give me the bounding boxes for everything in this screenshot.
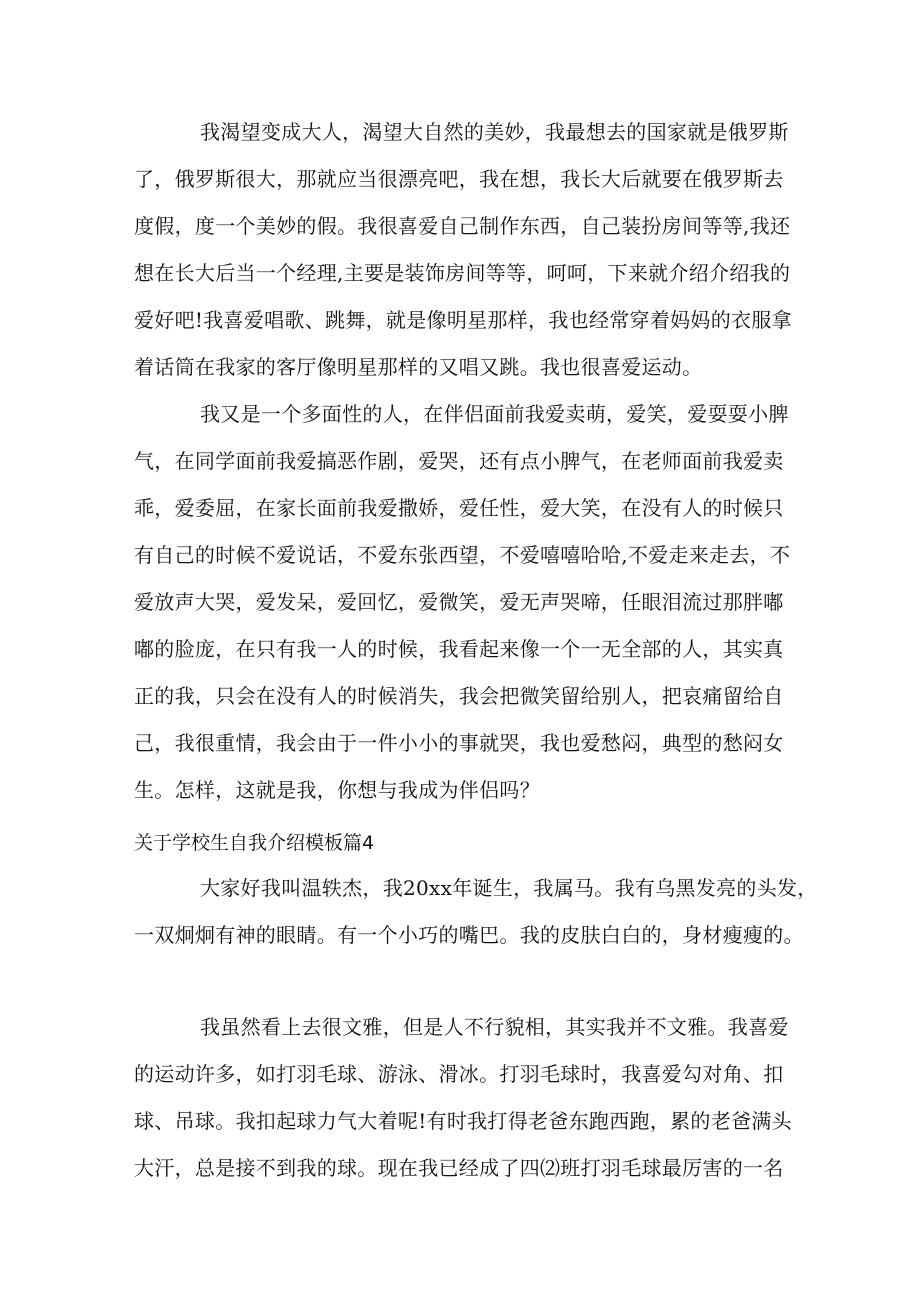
- paragraph-line: 己，我很重情，我会由于一件小小的事就哭，我也爱愁闷，典型的愁闷女: [134, 731, 784, 755]
- paragraph-line: 有自己的时候不爱说话，不爱东张西望，不爱嘻嘻哈哈,不爱走来走去，不: [134, 543, 791, 567]
- paragraph-line: 生。怎样，这就是我，你想与我成为伴侣吗？: [134, 778, 540, 802]
- paragraph-line: 嘟的脸庞，在只有我一人的时候，我看起来像一个一无全部的人，其实真: [134, 637, 784, 661]
- paragraph-line: 爱放声大哭，爱发呆，爱回忆，爱微笑，爱无声哭啼，任眼泪流过那胖嘟: [134, 590, 784, 614]
- paragraph-line: 了，俄罗斯很大，那就应当很漂亮吧，我在想，我长大后就要在俄罗斯去: [134, 167, 784, 191]
- paragraph-line: 我又是一个多面性的人，在伴侣面前我爱卖萌，爱笑，爱耍耍小脾: [200, 402, 789, 426]
- paragraph-line: 爱好吧!我喜爱唱歌、跳舞，就是像明星那样，我也经常穿着妈妈的衣服拿: [134, 308, 792, 332]
- paragraph-line: 我虽然看上去很文雅，但是人不行貌相，其实我并不文雅。我喜爱: [200, 1015, 789, 1039]
- paragraph-line: 大汗，总是接不到我的球。现在我已经成了四⑵班打羽毛球最厉害的一名: [134, 1156, 784, 1180]
- paragraph-line: 的运动许多，如打羽毛球、游泳、滑冰。打羽毛球时，我喜爱勾对角、扣: [134, 1062, 784, 1086]
- paragraph-line: 大家好我叫温轶杰，我20xx年诞生，我属马。我有乌黑发亮的头发，: [200, 876, 818, 900]
- paragraph-line: 乖，爱委屈，在家长面前我爱撒娇，爱任性，爱大笑，在没有人的时候只: [134, 496, 784, 520]
- paragraph-line: 我渴望变成大人，渴望大自然的美妙，我最想去的国家就是俄罗斯: [200, 120, 789, 144]
- section-heading: 关于学校生自我介绍模板篇4: [134, 832, 375, 854]
- paragraph-line: 球、吊球。我扣起球力气大着呢!有时我打得老爸东跑西跑，累的老爸满头: [134, 1109, 792, 1133]
- paragraph-line: 正的我，只会在没有人的时候消失，我会把微笑留给别人，把哀痛留给自: [134, 684, 784, 708]
- paragraph-line: 着话筒在我家的客厅像明星那样的又唱又跳。我也很喜爱运动。: [134, 355, 703, 379]
- paragraph-line: 度假，度一个美妙的假。我很喜爱自己制作东西，自己装扮房间等等,我还: [134, 214, 791, 238]
- paragraph-line: 一双炯炯有神的眼睛。有一个小巧的嘴巴。我的皮肤白白的，身材瘦瘦的。: [134, 923, 804, 947]
- paragraph-line: 想在长大后当一个经理,主要是装饰房间等等，呵呵，下来就介绍介绍我的: [134, 261, 791, 285]
- paragraph-line: 气，在同学面前我爱搞恶作剧，爱哭，还有点小脾气，在老师面前我爱卖: [134, 449, 784, 473]
